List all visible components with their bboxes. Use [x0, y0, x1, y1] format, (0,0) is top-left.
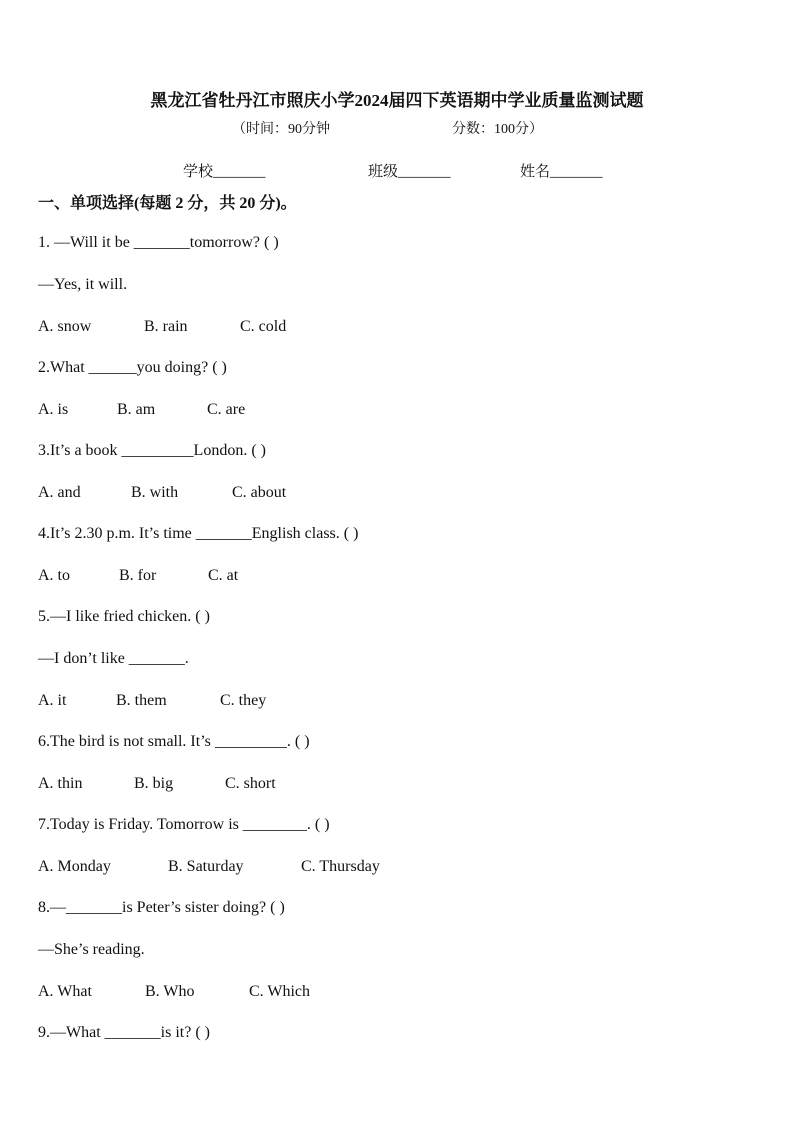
exam-title: 黑龙江省牡丹江市照庆小学2024届四下英语期中学业质量监测试题 — [150, 91, 644, 110]
option-a[interactable]: A. it — [38, 692, 67, 709]
option-c[interactable]: C. Which — [249, 983, 311, 1000]
class-field[interactable]: 班级_______ — [368, 164, 451, 180]
name-field[interactable]: 姓名_______ — [520, 164, 603, 180]
option-b[interactable]: B. for — [119, 567, 157, 584]
question-3: 3.It’s a book _________London. ( ) — [38, 442, 266, 459]
option-a[interactable]: A. Monday — [38, 858, 111, 875]
option-b[interactable]: B. am — [117, 401, 156, 418]
option-c[interactable]: C. cold — [240, 318, 287, 335]
option-a[interactable]: A. is — [38, 401, 69, 418]
option-a[interactable]: A. snow — [38, 318, 92, 335]
option-a[interactable]: A. thin — [38, 775, 83, 792]
question-9: 9.—What _______is it? ( ) — [38, 1024, 210, 1041]
question-5-answer: —I don’t like _______. — [38, 650, 189, 667]
option-a[interactable]: A. and — [38, 484, 81, 501]
question-4: 4.It’s 2.30 p.m. It’s time _______English class. ( ) — [38, 525, 359, 542]
option-c[interactable]: C. short — [225, 775, 276, 792]
option-b[interactable]: B. rain — [144, 318, 188, 335]
question-2: 2.What ______you doing? ( ) — [38, 359, 227, 376]
option-b[interactable]: B. Saturday — [168, 858, 244, 875]
question-1-answer: —Yes, it will. — [38, 276, 128, 293]
option-c[interactable]: C. at — [208, 567, 239, 584]
question-7: 7.Today is Friday. Tomorrow is ________. ( ) — [38, 816, 330, 833]
option-c[interactable]: C. are — [207, 401, 246, 418]
question-5: 5.—I like fried chicken. ( ) — [38, 608, 210, 625]
question-6: 6.The bird is not small. It’s _________. ( ) — [38, 733, 310, 750]
exam-time: （时间：90分钟 — [232, 122, 330, 137]
question-8: 8.—_______is Peter’s sister doing? ( ) — [38, 899, 285, 916]
exam-score: 分数：100分） — [452, 122, 543, 137]
question-1: 1. —Will it be _______tomorrow? ( ) — [38, 234, 279, 251]
option-b[interactable]: B. them — [116, 692, 167, 709]
option-b[interactable]: B. big — [134, 775, 174, 792]
question-8-answer: —She’s reading. — [38, 941, 145, 958]
option-c[interactable]: C. Thursday — [301, 858, 380, 875]
option-b[interactable]: B. Who — [145, 983, 195, 1000]
option-a[interactable]: A. What — [38, 983, 92, 1000]
option-b[interactable]: B. with — [131, 484, 179, 501]
option-a[interactable]: A. to — [38, 567, 70, 584]
option-c[interactable]: C. they — [220, 692, 267, 709]
school-field[interactable]: 学校_______ — [183, 164, 266, 180]
section-title: 一、单项选择(每题 2 分，共 20 分)。 — [38, 195, 297, 212]
option-c[interactable]: C. about — [232, 484, 287, 501]
